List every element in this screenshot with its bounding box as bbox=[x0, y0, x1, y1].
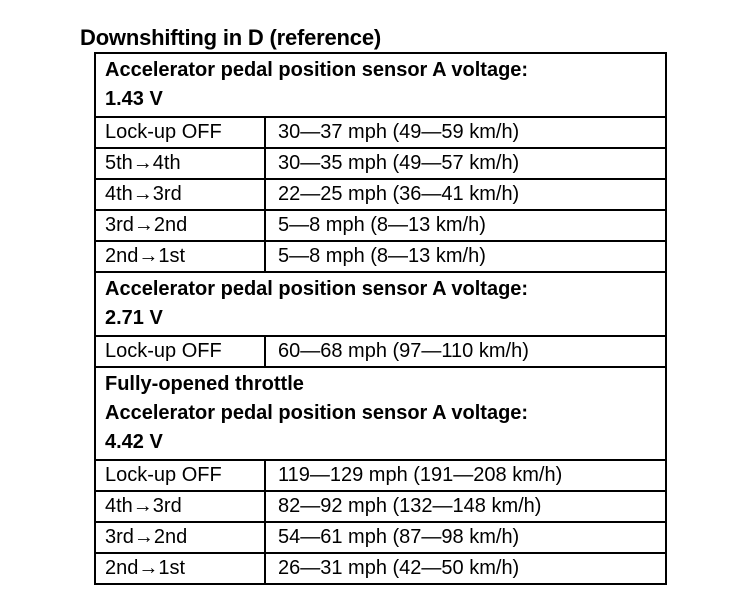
shift-cell: 2nd→1st bbox=[95, 553, 265, 584]
speed-cell: 26—31 mph (42—50 km/h) bbox=[265, 553, 666, 584]
speed-cell: 5—8 mph (8—13 km/h) bbox=[265, 210, 666, 241]
heading-line: Accelerator pedal position sensor A voltage: bbox=[105, 402, 529, 424]
speed-cell: 30—37 mph (49—59 km/h) bbox=[265, 117, 666, 148]
heading-line: Accelerator pedal position sensor A voltage: bbox=[105, 278, 529, 300]
shift-cell: Lock-up OFF bbox=[95, 336, 265, 367]
shift-cell: 3rd→2nd bbox=[95, 522, 265, 553]
speed-cell: 82—92 mph (132—148 km/h) bbox=[265, 491, 666, 522]
speed-cell: 5—8 mph (8—13 km/h) bbox=[265, 241, 666, 272]
section-header-row bbox=[95, 272, 666, 336]
shift-cell: 3rd→2nd bbox=[95, 210, 265, 241]
section-heading bbox=[95, 53, 666, 117]
table-row bbox=[95, 336, 666, 367]
section-header-row bbox=[95, 367, 666, 460]
downshift-table bbox=[94, 52, 667, 585]
shift-cell: Lock-up OFF bbox=[95, 460, 265, 491]
page-title: Downshifting in D (reference) bbox=[80, 25, 381, 50]
heading-line: Fully-opened throttle bbox=[105, 373, 304, 395]
shift-cell: Lock-up OFF bbox=[95, 117, 265, 148]
section-header-row bbox=[95, 53, 666, 117]
section-heading bbox=[95, 367, 666, 460]
table-row bbox=[95, 460, 666, 491]
table-row bbox=[95, 210, 666, 241]
section-heading bbox=[95, 272, 666, 336]
shift-cell: 4th→3rd bbox=[95, 491, 265, 522]
table-row bbox=[95, 117, 666, 148]
shift-cell: 2nd→1st bbox=[95, 241, 265, 272]
table-row bbox=[95, 553, 666, 584]
heading-line: 1.43 V bbox=[105, 88, 163, 110]
table-row bbox=[95, 241, 666, 272]
speed-cell: 60—68 mph (97—110 km/h) bbox=[265, 336, 666, 367]
heading-line: Accelerator pedal position sensor A voltage: bbox=[105, 59, 529, 81]
shift-cell: 5th→4th bbox=[95, 148, 265, 179]
table-row bbox=[95, 148, 666, 179]
table-row bbox=[95, 491, 666, 522]
speed-cell: 22—25 mph (36—41 km/h) bbox=[265, 179, 666, 210]
table-row bbox=[95, 522, 666, 553]
speed-cell: 119—129 mph (191—208 km/h) bbox=[265, 460, 666, 491]
heading-line: 2.71 V bbox=[105, 307, 163, 329]
speed-cell: 30—35 mph (49—57 km/h) bbox=[265, 148, 666, 179]
table-row bbox=[95, 179, 666, 210]
heading-line: 4.42 V bbox=[105, 431, 163, 453]
speed-cell: 54—61 mph (87—98 km/h) bbox=[265, 522, 666, 553]
shift-cell: 4th→3rd bbox=[95, 179, 265, 210]
